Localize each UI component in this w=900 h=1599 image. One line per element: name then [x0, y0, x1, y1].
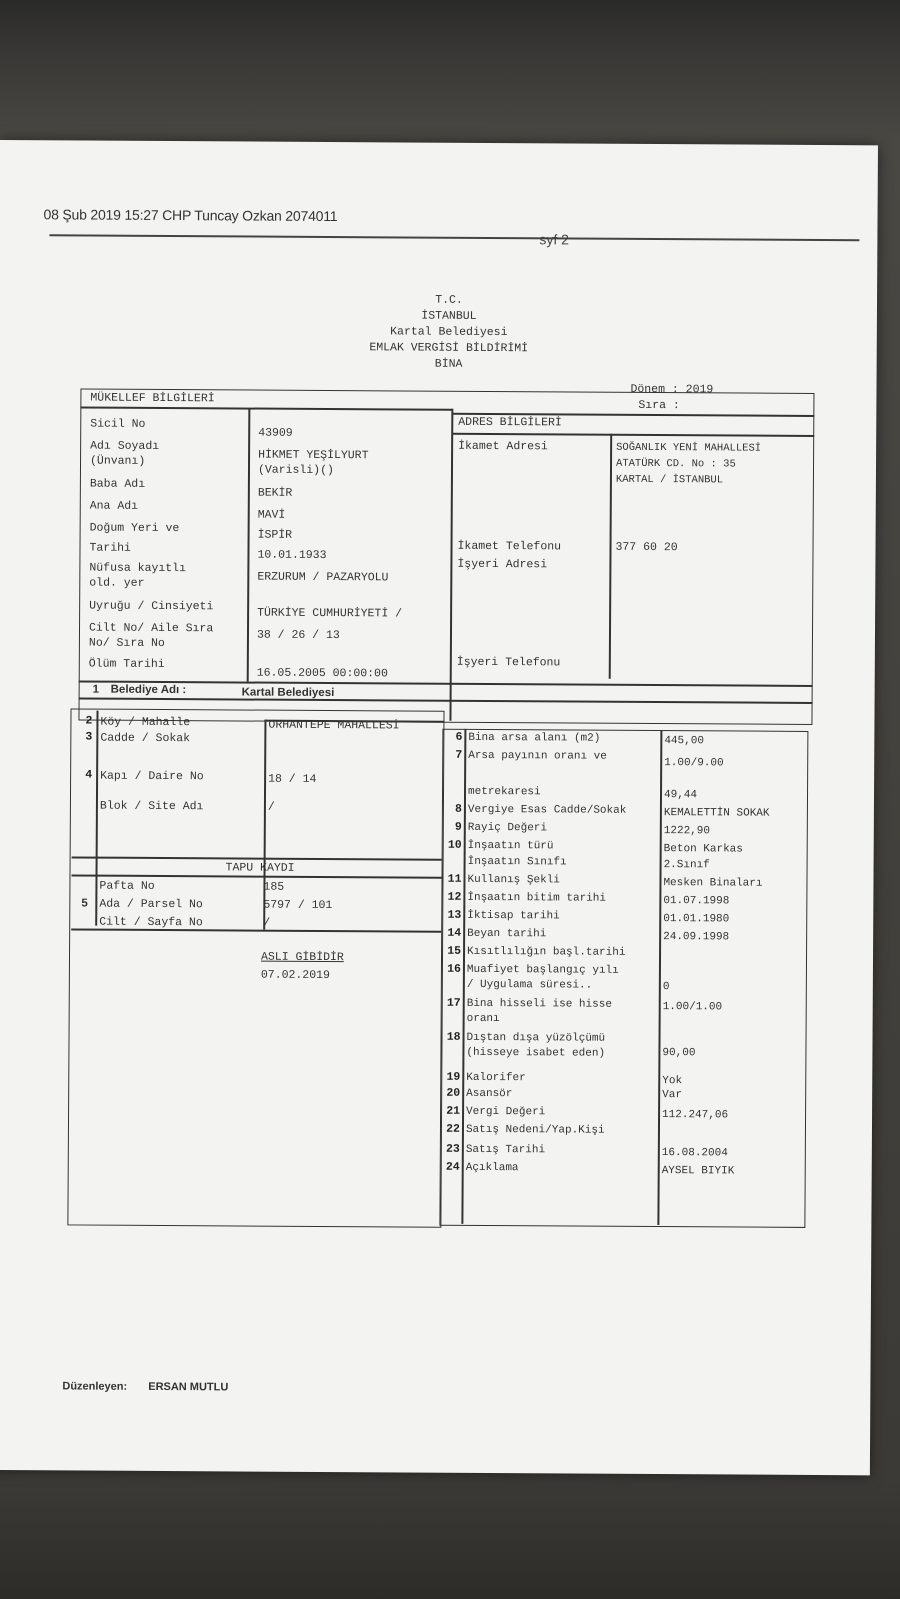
bina-num-8: 12: [447, 890, 462, 904]
konum-label-3: Blok / Site Adı: [99, 799, 204, 814]
adres-title: ADRES BİLGİLERİ: [458, 415, 562, 430]
mukellef-label-4: Doğum Yeri ve: [89, 521, 180, 536]
bina-value-16: Var: [662, 1089, 683, 1102]
tapu-label-1: Ada / Parsel No: [99, 897, 203, 912]
bina-num-13: 17: [446, 996, 461, 1010]
bina-num-14: 18: [446, 1030, 461, 1044]
bina-label-1: Arsa payının oranı ve: [468, 749, 607, 763]
mukellef-value-6: ERZURUM / PAZARYOLU: [257, 570, 389, 585]
header-city: İSTANBUL: [421, 309, 477, 323]
footer-value: ERSAN MUTLU: [148, 1380, 229, 1394]
tapu-value-1: 5797 / 101: [263, 898, 333, 913]
mukellef-label-7: Uyruğu / Cinsiyeti: [89, 599, 214, 614]
belediye-label: Belediye Adı :: [110, 683, 187, 697]
bina-num-1: 7: [455, 748, 463, 762]
mukellef-value-3: MAVİ: [257, 508, 286, 522]
bina-num-15: 19: [446, 1070, 461, 1084]
bina-value-6: 2.Sınıf: [663, 859, 710, 872]
bina-label-20: Açıklama: [465, 1161, 519, 1175]
mukellef-value-7: TÜRKİYE CUMHURİYETİ /: [257, 606, 403, 621]
konum-label-0: Köy / Mahalle: [100, 715, 191, 730]
ikamet-address-value: SOĞANLIK YENİ MAHALLESİ ATATÜRK CD. No : 35 KARTAL / İSTANBUL: [615, 441, 762, 487]
bina-label-11: Kısıtlılığın başl.tarihi: [467, 945, 626, 959]
bina-value-10: 24.09.1998: [663, 931, 730, 944]
bina-value-1: 1.00/9.00: [664, 757, 724, 770]
bina-value-17: 112.247,06: [662, 1109, 729, 1122]
bina-num-12: 16: [447, 962, 461, 976]
bina-label-19: Satış Tarihi: [465, 1143, 546, 1157]
bina-num-11: 15: [447, 944, 462, 958]
tapu-value-2: /: [263, 916, 271, 930]
mukellef-title: MÜKELLEF BİLGİLERİ: [90, 391, 215, 406]
fax-divider: [49, 234, 859, 241]
bina-label-0: Bina arsa alanı (m2): [468, 731, 601, 745]
bina-label-16: Asansör: [466, 1087, 513, 1101]
isyeri-address-label: İşyeri Adresi: [457, 557, 548, 572]
mukellef-value-1: HİKMET YEŞİLYURT (Varisli)(): [257, 448, 369, 478]
bina-label-10: Beyan tarihi: [467, 927, 547, 941]
bina-label-14: Dıştan dışa yüzölçümü (hisseye isabet eden): [466, 1031, 606, 1060]
bina-num-18: 22: [446, 1122, 461, 1136]
konum-num-2: 4: [85, 768, 93, 782]
bina-num-19: 23: [445, 1142, 460, 1156]
period: Dönem : 2019: [630, 382, 714, 397]
konum-num-0: 2: [85, 714, 93, 728]
ikamet-phone-label: İkamet Telefonu: [457, 539, 562, 554]
bina-value-3: KEMALETTİN SOKAK: [663, 807, 770, 820]
bina-label-6: İnşaatın Sınıfı: [467, 855, 567, 869]
bina-value-4: 1222,90: [663, 825, 711, 838]
bina-label-7: Kullanış Şekli: [467, 873, 560, 887]
mukellef-value-9: 16.05.2005 00:00:00: [256, 666, 388, 681]
page-number: syf 2: [539, 231, 570, 248]
bina-num-4: 9: [454, 820, 462, 834]
document-page: [0, 140, 878, 1475]
bina-num-17: 21: [446, 1104, 461, 1118]
mukellef-label-3: Ana Adı: [89, 499, 139, 513]
bina-num-7: 11: [447, 872, 462, 886]
bina-value-20: AYSEL BIYIK: [661, 1165, 735, 1178]
bina-value-7: Mesken Binaları: [663, 877, 763, 890]
bina-label-9: İktisap tarihi: [467, 909, 560, 923]
bina-value-5: Beton Karkas: [663, 843, 743, 856]
mukellef-label-9: Ölüm Tarihi: [88, 657, 165, 672]
asli-date: 07.02.2019: [260, 968, 330, 983]
mukellef-label-8: Cilt No/ Aile Sıra No/ Sıra No: [88, 621, 214, 651]
bina-label-8: İnşaatın bitim tarihi: [467, 891, 607, 905]
bina-num-20: 24: [445, 1160, 460, 1174]
header-doc-type: EMLAK VERGİSİ BİLDİRİMİ: [369, 341, 529, 356]
header-category: BİNA: [434, 357, 463, 371]
bina-num-16: 20: [446, 1086, 461, 1100]
bina-label-2: metrekaresi: [467, 785, 541, 799]
sequence: Sıra :: [638, 398, 680, 413]
bina-value-19: 16.08.2004: [661, 1147, 728, 1160]
mukellef-value-8: 38 / 26 / 13: [256, 628, 340, 643]
fax-header: 08 Şub 2019 15:27 CHP Tuncay Ozkan 2074011: [43, 206, 338, 225]
konum-value-3: /: [267, 800, 275, 814]
mukellef-value-5: 10.01.1933: [257, 548, 327, 563]
tapu-label-2: Cilt / Sayfa No: [99, 915, 203, 930]
mukellef-value-4: İSPİR: [257, 528, 293, 542]
header-municipality: Kartal Belediyesi: [390, 325, 508, 340]
ikamet-phone-value: 377 60 20: [615, 540, 678, 555]
bina-value-14: 90,00: [662, 1047, 696, 1060]
footer: [62, 1380, 228, 1393]
bina-label-5: İnşaatın türü: [467, 839, 554, 853]
bina-value-0: 445,00: [664, 735, 704, 748]
isyeri-phone-label: İşyeri Telefonu: [456, 655, 561, 670]
bina-value-2: 49,44: [663, 789, 698, 802]
bina-num-3: 8: [454, 802, 462, 816]
tapu-num: 5: [81, 897, 88, 910]
location-section: [67, 708, 444, 1227]
bina-num-10: 14: [447, 926, 462, 940]
mukellef-value-2: BEKİR: [257, 486, 293, 500]
belediye-num: 1: [92, 683, 100, 696]
mukellef-value-0: 43909: [258, 426, 293, 440]
header-tc: T.C.: [435, 293, 463, 307]
belediye-value: Kartal Belediyesi: [241, 686, 335, 700]
tapu-label-0: Pafta No: [99, 879, 155, 893]
bina-num-0: 6: [455, 730, 463, 744]
bina-value-9: 01.01.1980: [663, 913, 730, 926]
bina-label-12: Muafiyet başlangıç yılı / Uygulama süresi..: [466, 963, 619, 992]
konum-value-2: 18 / 14: [268, 772, 317, 786]
mukellef-label-6: Nüfusa kayıtlı old. yer: [89, 561, 187, 590]
bina-value-15: Yok: [662, 1075, 683, 1088]
taxpayer-section: [78, 388, 814, 724]
ikamet-address-label: İkamet Adresi: [458, 439, 548, 454]
konum-num-1: 3: [85, 730, 93, 744]
bina-num-9: 13: [447, 908, 462, 922]
tapu-value-0: 185: [263, 880, 285, 894]
mukellef-label-2: Baba Adı: [89, 477, 146, 491]
bina-value-13: 1.00/1.00: [662, 1001, 723, 1014]
bina-value-12: 0: [662, 981, 670, 994]
konum-label-1: Cadde / Sokak: [100, 731, 191, 746]
document-header: [299, 292, 599, 374]
bina-label-17: Vergi Değeri: [466, 1105, 546, 1119]
bina-value-8: 01.07.1998: [663, 895, 730, 908]
bina-label-3: Vergiye Esas Cadde/Sokak: [467, 803, 627, 817]
bina-label-18: Satış Nedeni/Yap.Kişi: [465, 1123, 605, 1137]
bina-num-5: 10: [447, 838, 462, 852]
mukellef-label-0: Sicil No: [90, 417, 146, 431]
mukellef-label-1: Adı Soyadı (Ünvanı): [90, 439, 160, 468]
asli-gibidir: ASLI GİBİDİR: [260, 950, 344, 965]
bina-label-13: Bina hisseli ise hisse oranı: [466, 997, 612, 1026]
mukellef-label-5: Tarihi: [89, 541, 131, 555]
konum-label-2: Kapı / Daire No: [100, 769, 204, 784]
footer-label: Düzenleyen:: [62, 1380, 128, 1393]
bina-label-4: Rayiç Değeri: [467, 821, 548, 835]
bina-label-15: Kalorifer: [466, 1071, 526, 1085]
tapu-title: TAPU KAYDI: [225, 861, 295, 875]
konum-value-0: ORHANTEPE MAHALLESİ: [268, 718, 400, 733]
